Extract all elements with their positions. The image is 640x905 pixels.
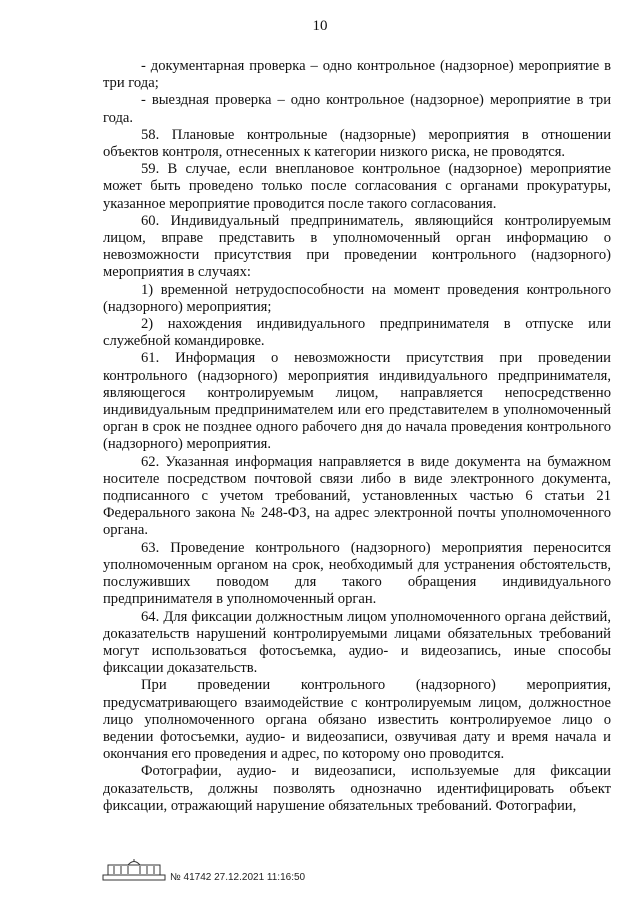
page-number: 10 [312,18,328,34]
paragraph-field-inspection: - выездная проверка – одно контрольное (надзорное) мероприятие в три года. [103,92,611,126]
paragraph-64-photos: Фотографии, аудио- и видеозаписи, используемые для фиксации доказательств, должны позволять однозначно идентифицировать объект фиксации, отражающий нарушение обязательных требований. Фотографии, [103,763,611,814]
paragraph-60-item-2: 2) нахождения индивидуального предпринимателя в отпуске или служебной командировке. [103,316,611,350]
registration-number-timestamp: № 41742 27.12.2021 11:16:50 [170,872,306,883]
archive-building-icon [102,858,166,882]
paragraph-64-notice: При проведении контрольного (надзорного) мероприятия, предусматривающего взаимодействие с контролируемым лицом, должностное лицо уполномоченного органа обязано известить контролируемое лицо о ведении фотосъемки, аудио- и видеозаписи, озвучивая дату и время начала и окончания его проведения и адрес, по которому оно проводится. [103,677,611,763]
paragraph-60: 60. Индивидуальный предприниматель, являющийся контролируемым лицом, вправе представить в уполномоченный орган информацию о невозможности присутствия при проведении контрольного (надзорного) мероприятия в случаях: [103,212,611,281]
paragraph-documentary-inspection: - документарная проверка – одно контрольное (надзорное) мероприятие в три года; [103,58,611,92]
paragraph-62: 62. Указанная информация направляется в виде документа на бумажном носителе посредством почтовой связи либо в виде электронного документа, подписанного с учетом требований, установленных частью 6 статьи 21 Федерального закона № 248-ФЗ, на адрес электронной почты уполномоченного органа. [103,453,611,539]
paragraph-61: 61. Информация о невозможности присутствия при проведении контрольного (надзорного) мероприятия индивидуального предпринимателя, являющегося контролируемым лицом, направляется непосредственно индивидуальным предпринимателем или его представителем в уполномоченный орган в срок не позднее одного рабочего дня до начала проведения контрольного (надзорного) мероприятия. [103,350,611,453]
document-body [103,58,611,815]
paragraph-58: 58. Плановые контрольные (надзорные) мероприятия в отношении объектов контроля, отнесенных к категории низкого риска, не проводятся. [103,126,611,161]
paragraph-60-item-1: 1) временной нетрудоспособности на момент проведения контрольного (надзорного) мероприятия; [103,281,611,315]
paragraph-63: 63. Проведение контрольного (надзорного) мероприятия переносится уполномоченным органом на срок, необходимый для устранения обстоятельств, послуживших поводом для такого обращения индивидуального предпринимателя в уполномоченный орган. [103,539,611,608]
paragraph-64: 64. Для фиксации должностным лицом уполномоченного органа действий, доказательств нарушений контролируемыми лицами обязательных требований могут использоваться фотосъемка, аудио- и видеозапись, иные способы фиксации доказательств. [103,608,611,677]
registration-stamp [102,858,362,894]
paragraph-59: 59. В случае, если внеплановое контрольное (надзорное) мероприятие может быть проведено только после согласования с органами прокуратуры, указанное мероприятие проводится после такого согласования. [103,161,611,212]
